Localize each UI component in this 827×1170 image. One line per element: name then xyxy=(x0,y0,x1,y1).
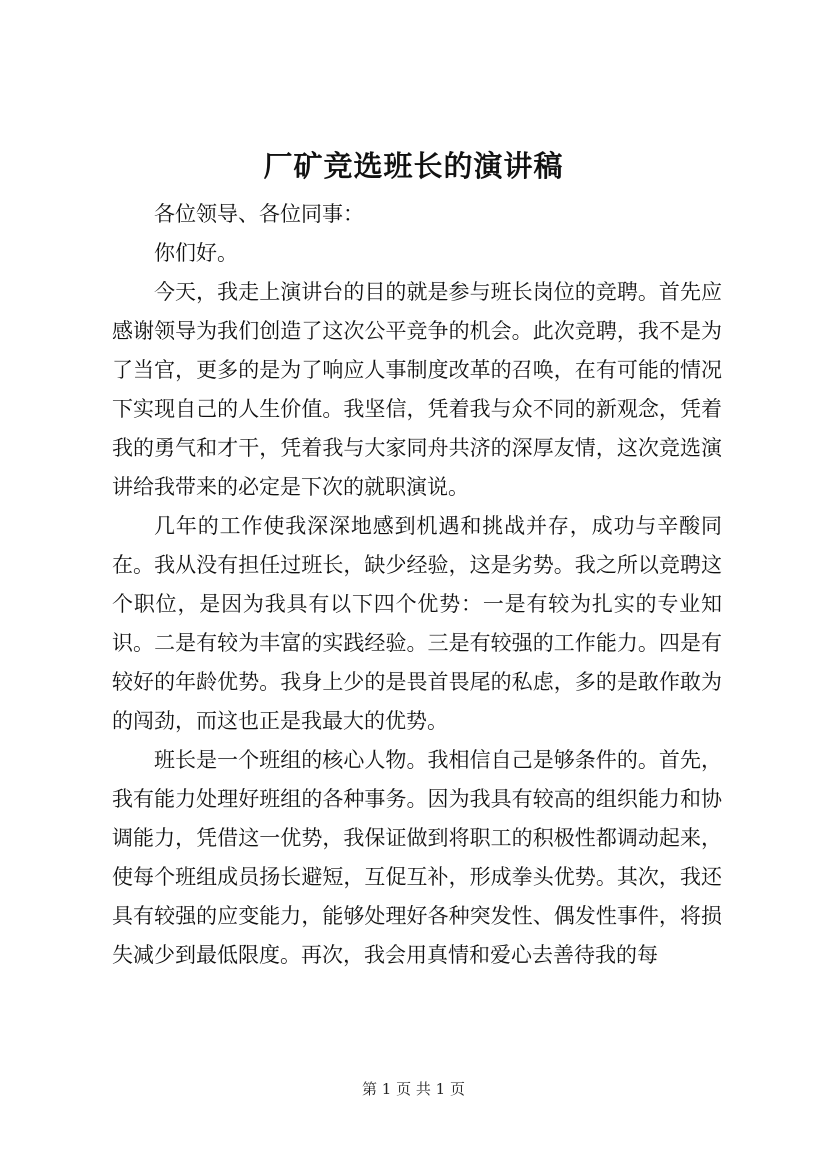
document-title: 厂矿竞选班长的演讲稿 xyxy=(263,149,564,183)
paragraph-qualifications: 班长是一个班组的核心人物。我相信自己是够条件的。首先，我有能力处理好班组的各种事务。因为我具有较高的组织能力和协调能力，凭借这一优势，我保证做到将职工的积极性都调动起来，使每个班组成员扬长避短，互促互补，形成拳头优势。其次，我还具有较强的应变能力，能够处理好各种突发性、偶发性事件，将损失减少到最低限度。再次，我会用真情和爱心去善待我的每 xyxy=(112,748,722,967)
paragraph-advantages: 几年的工作使我深深地感到机遇和挑战并存，成功与辛酸同在。我从没有担任过班长，缺少经验，这是劣势。我之所以竞聘这个职位，是因为我具有以下四个优势：一是有较为扎实的专业知识。二是有较为丰富的实践经验。三是有较强的工作能力。四是有较好的年龄优势。我身上少的是畏首畏尾的私虑，多的是敢作敢为的闯劲，而这也正是我最大的优势。 xyxy=(112,514,722,733)
greeting: 你们好。 xyxy=(154,241,238,265)
document-body xyxy=(112,195,722,975)
page-number-footer: 第 1 页 共 1 页 xyxy=(362,1080,465,1098)
salutation: 各位领导、各位同事： xyxy=(154,202,364,226)
paragraph-intro: 今天，我走上演讲台的目的就是参与班长岗位的竞聘。首先应感谢领导为我们创造了这次公平竞争的机会。此次竞聘，我不是为了当官，更多的是为了响应人事制度改革的召唤，在有可能的情况下实现自己的人生价值。我坚信，凭着我与众不同的新观念，凭着我的勇气和才干，凭着我与大家同舟共济的深厚友情，这次竞选演讲给我带来的必定是下次的就职演说。 xyxy=(112,280,722,499)
